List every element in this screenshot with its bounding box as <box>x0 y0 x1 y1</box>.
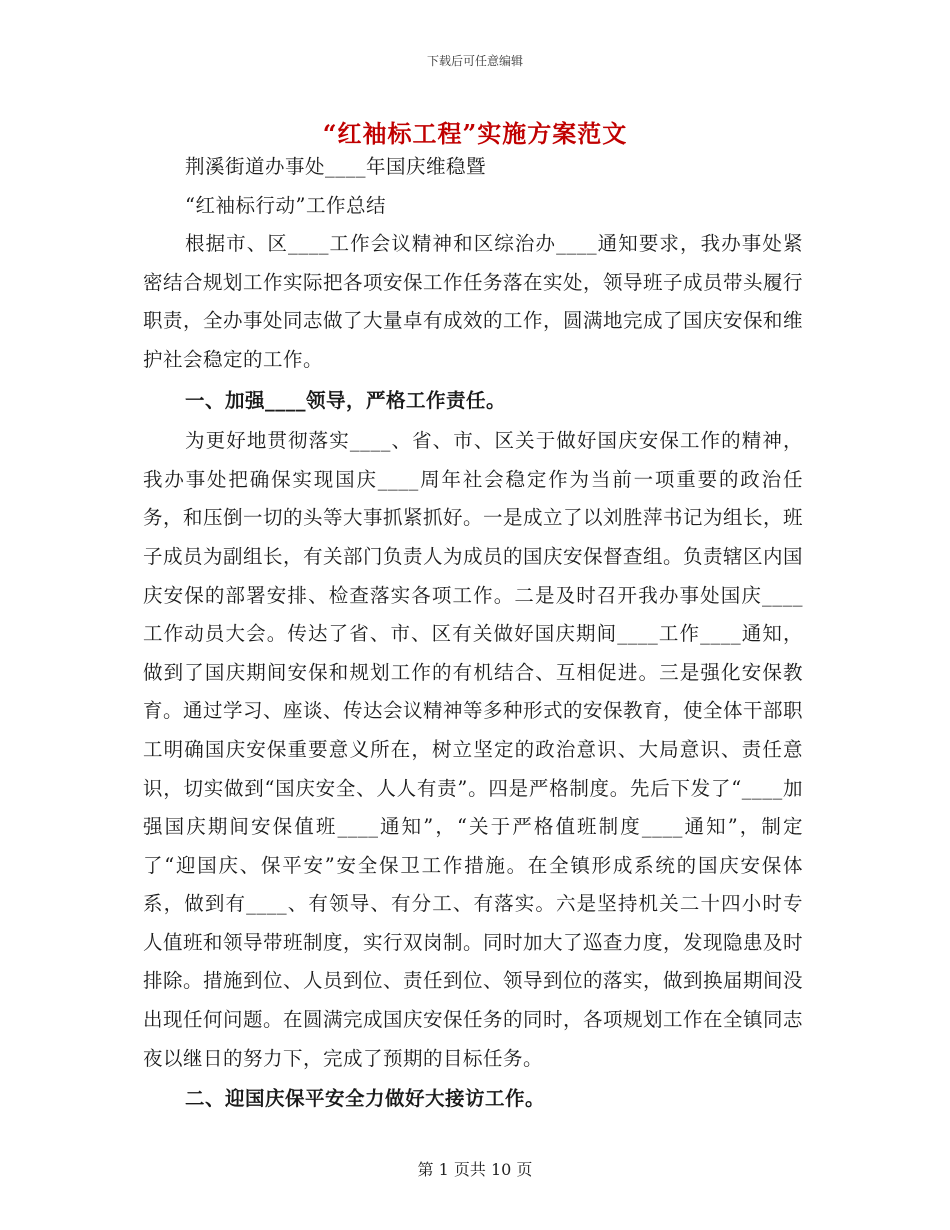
subtitle-line-1: 荆溪街道办事处____年国庆维稳暨 <box>185 155 487 178</box>
subtitle-line-2: “红袖标行动”工作总结 <box>185 193 386 217</box>
header-note: 下载后可任意编辑 <box>426 54 523 68</box>
document-body <box>143 148 803 1121</box>
intro-paragraph: 根据市、区____工作会议精神和区综治办____通知要求，我办事处紧密结合规划工作实际把各项安保工作任务落在实处，领导班子成员带头履行职责，全办事处同志做了大量卓有成效的工作，圆满地完成了国庆安保和维护社会稳定的工作。 <box>143 232 804 371</box>
section-heading-2: 二、迎国庆保平安全力做好大接访工作。 <box>185 1087 546 1111</box>
section-heading-1: 一、加强____领导，严格工作责任。 <box>185 388 507 412</box>
document-title: “红袖标工程”实施方案范文 <box>322 119 628 148</box>
section-1-paragraph: 为更好地贯彻落实____、省、市、区关于做好国庆安保工作的精神，我办事处把确保实现国庆____周年社会稳定作为当前一项重要的政治任务，和压倒一切的头等大事抓紧抓好。一是成立了以刘胜萍书记为组长，班子成员为副组长，有关部门负责人为成员的国庆安保督查组。负责辖区内国庆安保的部署安排、检查落实各项工作。二是及时召开我办事处国庆____工作动员大会。传达了省、市、区有关做好国庆期间____工作____通知，做到了国庆期间安保和规划工作的有机结合、互相促进。三是强化安保教育。通过学习、座谈、传达会议精神等多种形式的安保教育，使全体干部职工明确国庆安保重要意义所在，树立坚定的政治意识、大局意识、责任意识，切实做到“国庆安全、人人有责”。四是严格制度。先后下发了“____加强国庆期间安保值班____通知”，“关于严格值班制度____通知”，制定了“迎国庆、保平安”安全保卫工作措施。在全镇形成系统的国庆安保体系，做到有____、有领导、有分工、有落实。六是坚持机关二十四小时专人值班和领导带班制度，实行双岗制。同时加大了巡查力度，发现隐患及时排除。措施到位、人员到位、责任到位、领导到位的落实，做到换届期间没出现任何问题。在圆满完成国庆安保任务的同时，各项规划工作在全镇同志夜以继日的努力下，完成了预期的目标任务。 <box>143 429 804 1070</box>
page-footer: 第 1 页共 10 页 <box>417 1160 533 1179</box>
